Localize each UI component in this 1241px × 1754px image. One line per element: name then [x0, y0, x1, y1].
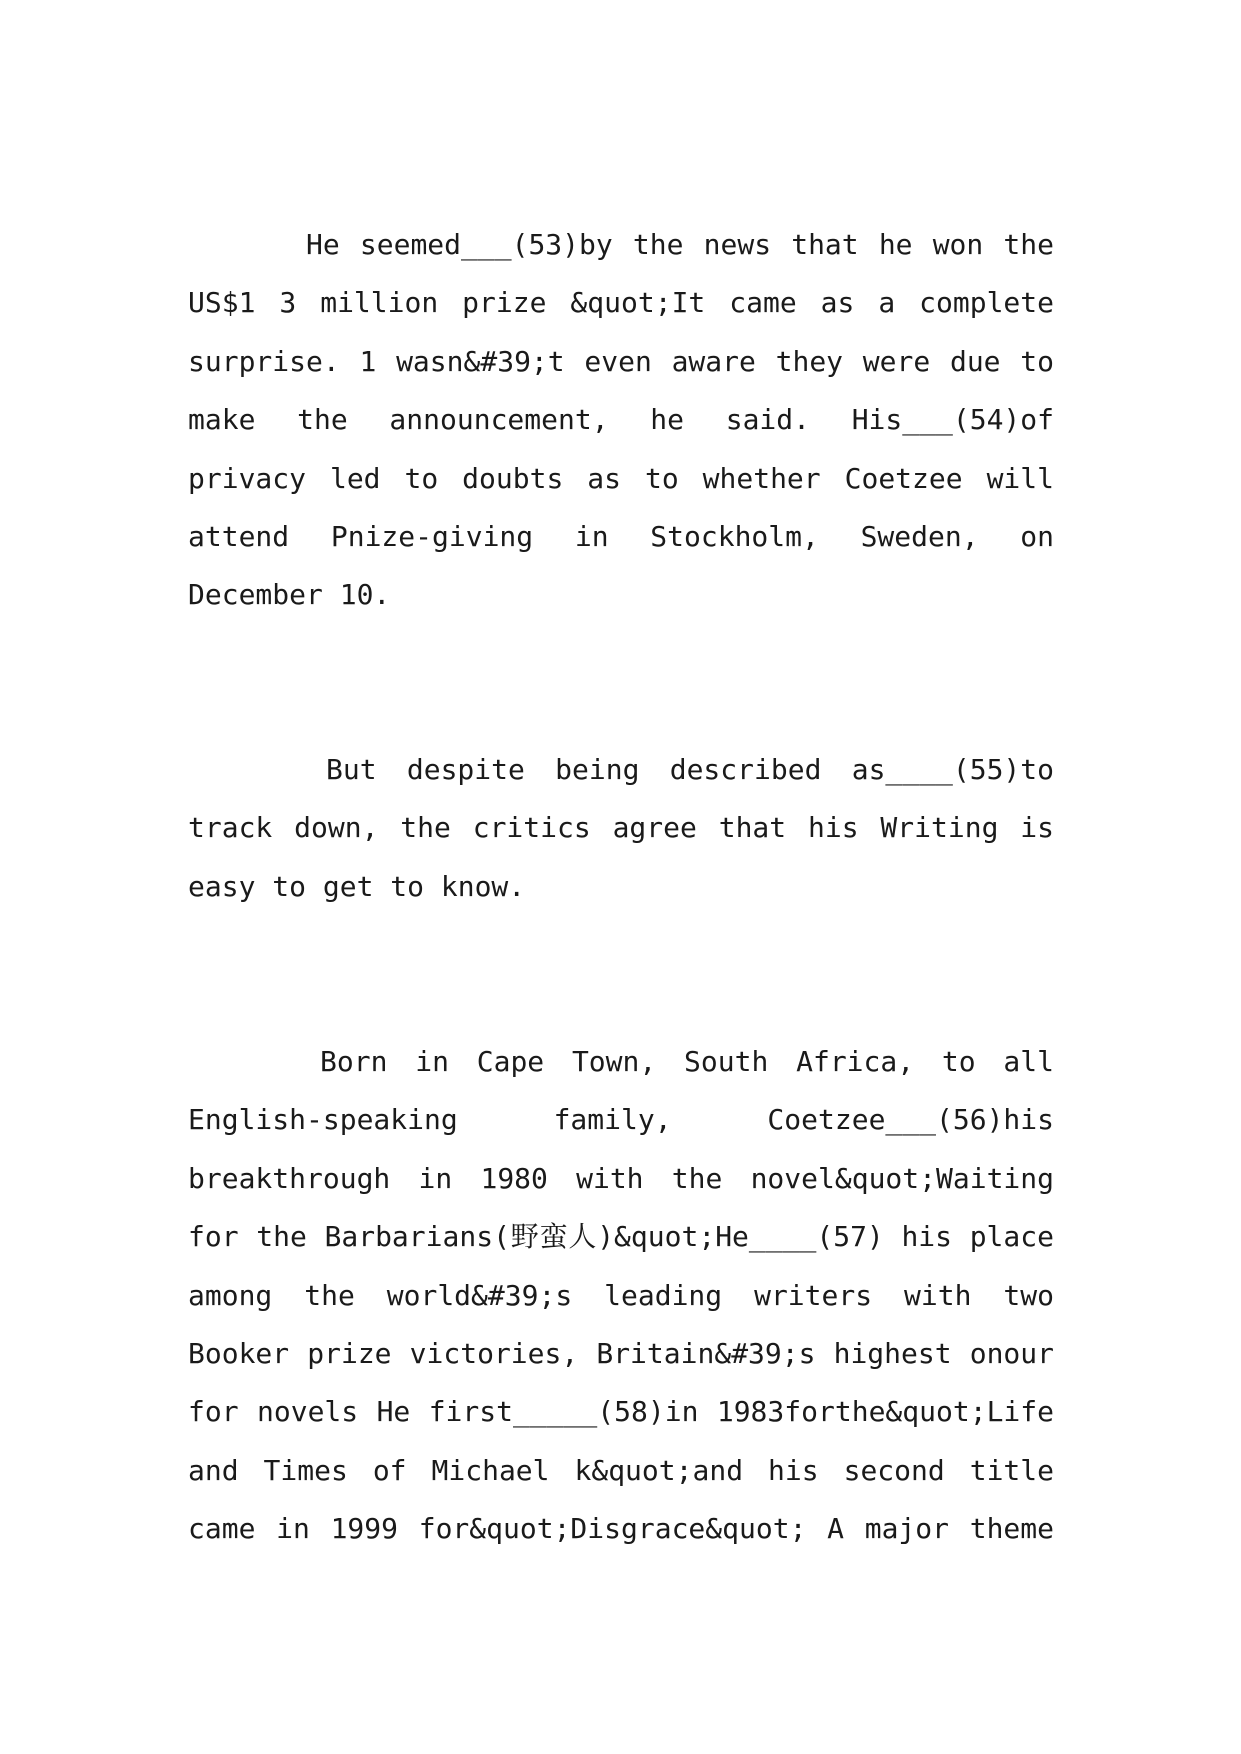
- paragraph-line: easy to get to know.: [188, 869, 526, 903]
- paragraph-line: But despite being described as____(55)to: [326, 753, 1054, 786]
- paragraph-line: and Times of Michael k&quot;and his second title: [188, 1453, 1054, 1487]
- paragraph-line: Booker prize victories, Britain&#39;s highest onour: [188, 1336, 1054, 1370]
- paragraph-line: attend Pnize-giving in Stockholm, Sweden, on: [188, 519, 1054, 553]
- paragraph-line: December 10.: [188, 578, 391, 612]
- paragraph-3: [188, 1033, 1054, 1559]
- paragraph-line: track down, the critics agree that his Writing is: [188, 811, 1054, 845]
- paragraph-line: make the announcement, he said. His___(54)of: [188, 403, 1054, 437]
- paragraph-1: [188, 216, 1054, 625]
- paragraph-line: privacy led to doubts as to whether Coetzee will: [188, 461, 1054, 495]
- paragraph-line: Born in Cape Town, South Africa, to all: [320, 1045, 1054, 1078]
- paragraph-line: English-speaking family, Coetzee___(56)his: [188, 1103, 1054, 1137]
- paragraph-line: He seemed___(53)by the news that he won the: [306, 228, 1054, 261]
- paragraph-line: US$1 3 million prize &quot;It came as a complete: [188, 286, 1054, 320]
- paragraph-line: among the world&#39;s leading writers with two: [188, 1278, 1054, 1312]
- paragraph-line: came in 1999 for&quot;Disgrace&quot; A major theme: [188, 1512, 1054, 1546]
- paragraph-2: [188, 741, 1054, 916]
- paragraph-line: breakthrough in 1980 with the novel&quot;Waiting: [188, 1161, 1054, 1195]
- paragraph-line: for the Barbarians(野蛮人)&quot;He____(57) his place: [188, 1220, 1054, 1254]
- paragraph-line: for novels He first_____(58)in 1983forthe&quot;Life: [188, 1395, 1054, 1429]
- paragraph-line: surprise. 1 wasn&#39;t even aware they were due to: [188, 344, 1054, 378]
